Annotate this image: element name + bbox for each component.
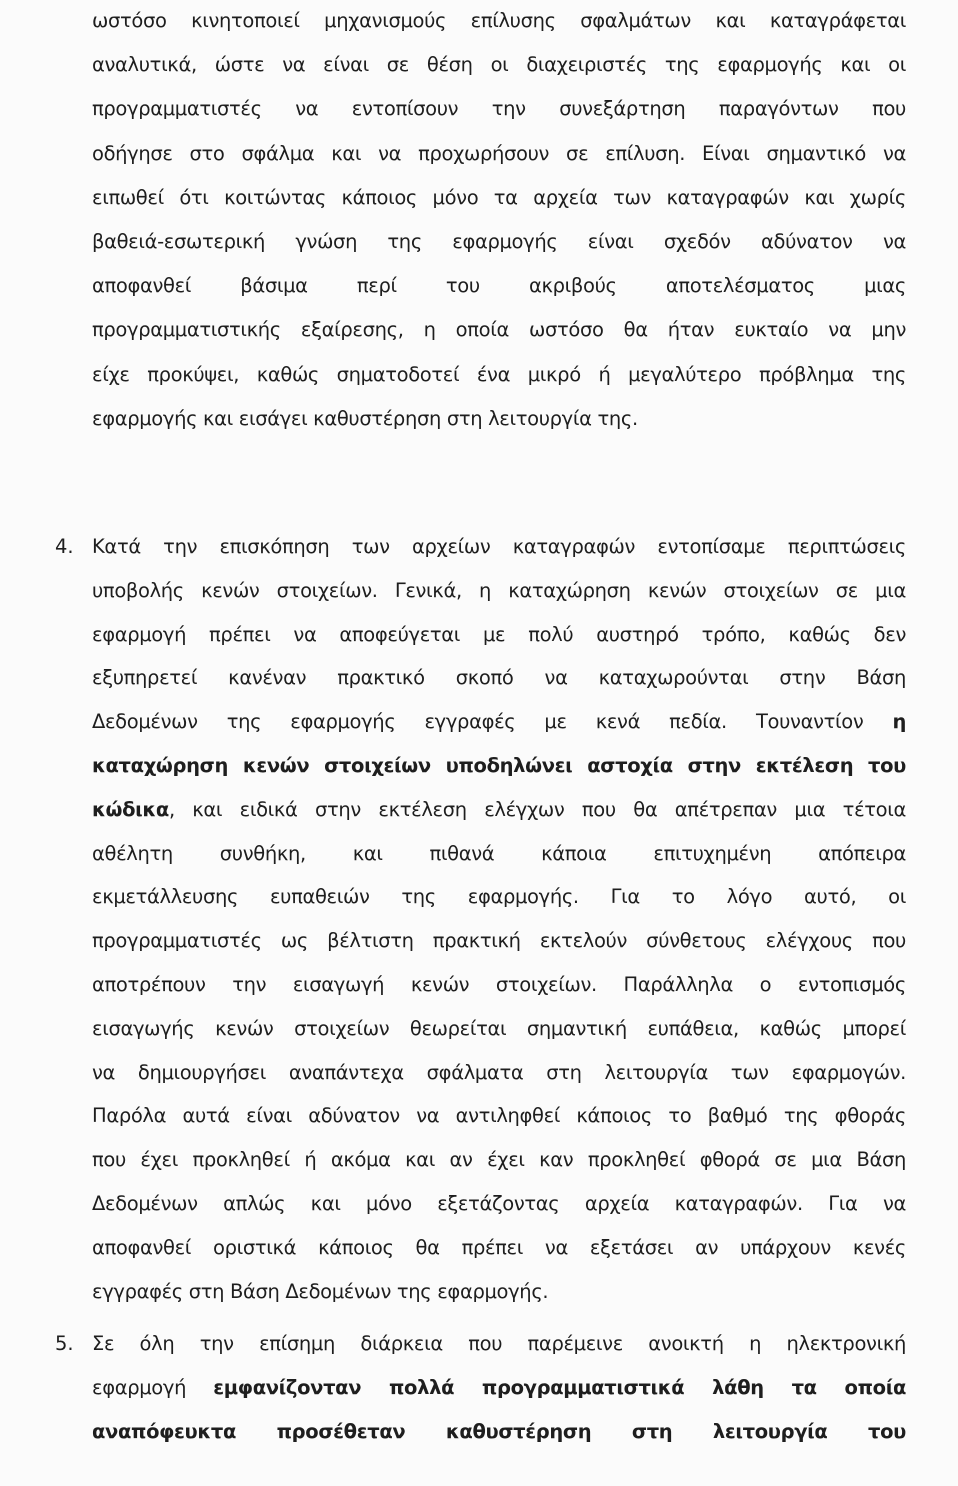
text-line: Κατά την επισκόπηση των αρχείων καταγραφών εντοπίσαμε περιπτώσεις xyxy=(92,535,906,558)
text-line xyxy=(92,1417,906,1447)
bold-text: καταχώρηση κενών στοιχείων υποδηλώνει αστοχία στην εκτέλεση του xyxy=(92,754,906,777)
text-line: προγραμματιστές να εντοπίσουν την συνεξάρτηση παραγόντων που xyxy=(92,97,906,121)
bold-text: κώδικα xyxy=(92,797,169,821)
text-line: Δεδομένων απλώς και μόνο εξετάζοντας αρχεία καταγραφών. Για να xyxy=(92,1192,906,1215)
text-line xyxy=(92,1373,906,1403)
text-line: ωστόσο κινητοποιεί μηχανισμούς επίλυσης σφαλμάτων και καταγράφεται xyxy=(92,9,906,32)
text-line: προγραμματιστές ως βέλτιστη πρακτική εκτελούν σύνθετους ελέγχους που xyxy=(92,929,906,953)
text-line: αποφανθεί οριστικά κάποιος θα πρέπει να εξετάσει αν υπάρχουν κενές xyxy=(92,1235,906,1259)
text-span: Δεδομένων της εφαρμογής εγγραφές με κενά πεδία. Τουναντίον xyxy=(92,710,893,734)
text-line: αθέλητη συνθήκη, και πιθανά κάποια επιτυχημένη απόπειρα xyxy=(92,841,906,865)
text-line: είχε προκύψει, καθώς σηματοδοτεί ένα μικρό ή μεγαλύτερο πρόβλημα της xyxy=(92,362,906,386)
text-line: Παρόλα αυτά είναι αδύνατον να αντιληφθεί κάποιος το βαθμό της φθοράς xyxy=(92,1104,906,1128)
text-line: αναλυτικά, ώστε να είναι σε θέση οι διαχειριστές της εφαρμογής και οι xyxy=(92,53,906,77)
text-line xyxy=(92,707,906,737)
bold-text: αναπόφευκτα προσέθεταν καθυστέρηση στη λειτουργία του xyxy=(92,1420,906,1443)
text-line: αποτρέπουν την εισαγωγή κενών στοιχείων. Παράλληλα ο εντοπισμός xyxy=(92,973,906,996)
list-number-5: 5. xyxy=(55,1332,74,1355)
text-line: Σε όλη την επίσημη διάρκεια που παρέμεινε ανοικτή η ηλεκτρονική xyxy=(92,1332,906,1355)
list-number-4: 4. xyxy=(55,535,74,558)
text-line: εισαγωγής κενών στοιχείων θεωρείται σημαντική ευπάθεια, καθώς μπορεί xyxy=(92,1016,906,1040)
bold-text: εμφανίζονταν πολλά προγραμματιστικά λάθη τα οποία xyxy=(213,1376,907,1399)
text-line: εφαρμογής και εισάγει καθυστέρηση στη λειτουργία της. xyxy=(92,406,638,430)
text-line: εγγραφές στη Βάση Δεδομένων της εφαρμογής. xyxy=(92,1279,549,1303)
text-line: προγραμματιστικής εξαίρεσης, η οποία ωστόσο θα ήταν ευκταίο να μην xyxy=(92,318,906,342)
text-line xyxy=(92,751,906,781)
text-line xyxy=(92,795,906,825)
text-line: να δημιουργήσει αναπάντεχα σφάλματα στη λειτουργία των εφαρμογών. xyxy=(92,1060,906,1084)
text-span: , και ειδικά στην εκτέλεση ελέγχων που θα απέτρεπαν μια τέτοια xyxy=(168,797,906,821)
text-line: ειπωθεί ότι κοιτώντας κάποιος μόνο τα αρχεία των καταγραφών και χωρίς xyxy=(92,185,906,209)
text-span: εφαρμογή xyxy=(92,1376,214,1399)
text-line: εκμετάλλευσης ευπαθειών της εφαρμογής. Για το λόγο αυτό, οι xyxy=(92,885,906,909)
text-line: βαθειά-εσωτερική γνώση της εφαρμογής είναι σχεδόν αδύνατον να xyxy=(92,230,906,253)
text-line: αποφανθεί βάσιμα περί του ακριβούς αποτελέσματος μιας xyxy=(92,274,906,298)
text-line: εφαρμογή πρέπει να αποφεύγεται με πολύ αυστηρό τρόπο, καθώς δεν xyxy=(92,622,906,646)
text-line: υποβολής κενών στοιχείων. Γενικά, η καταχώρηση κενών στοιχείων σε μια xyxy=(92,578,906,602)
text-line: οδήγησε στο σφάλμα και να προχωρήσουν σε επίλυση. Είναι σημαντικό να xyxy=(92,141,906,165)
text-line: που έχει προκληθεί ή ακόμα και αν έχει καν προκληθεί φθορά σε μια Βάση xyxy=(92,1148,906,1172)
text-line: εξυπηρετεί κανέναν πρακτικό σκοπό να καταχωρούνται στην Βάση xyxy=(92,666,906,690)
bold-text: η xyxy=(892,710,906,734)
